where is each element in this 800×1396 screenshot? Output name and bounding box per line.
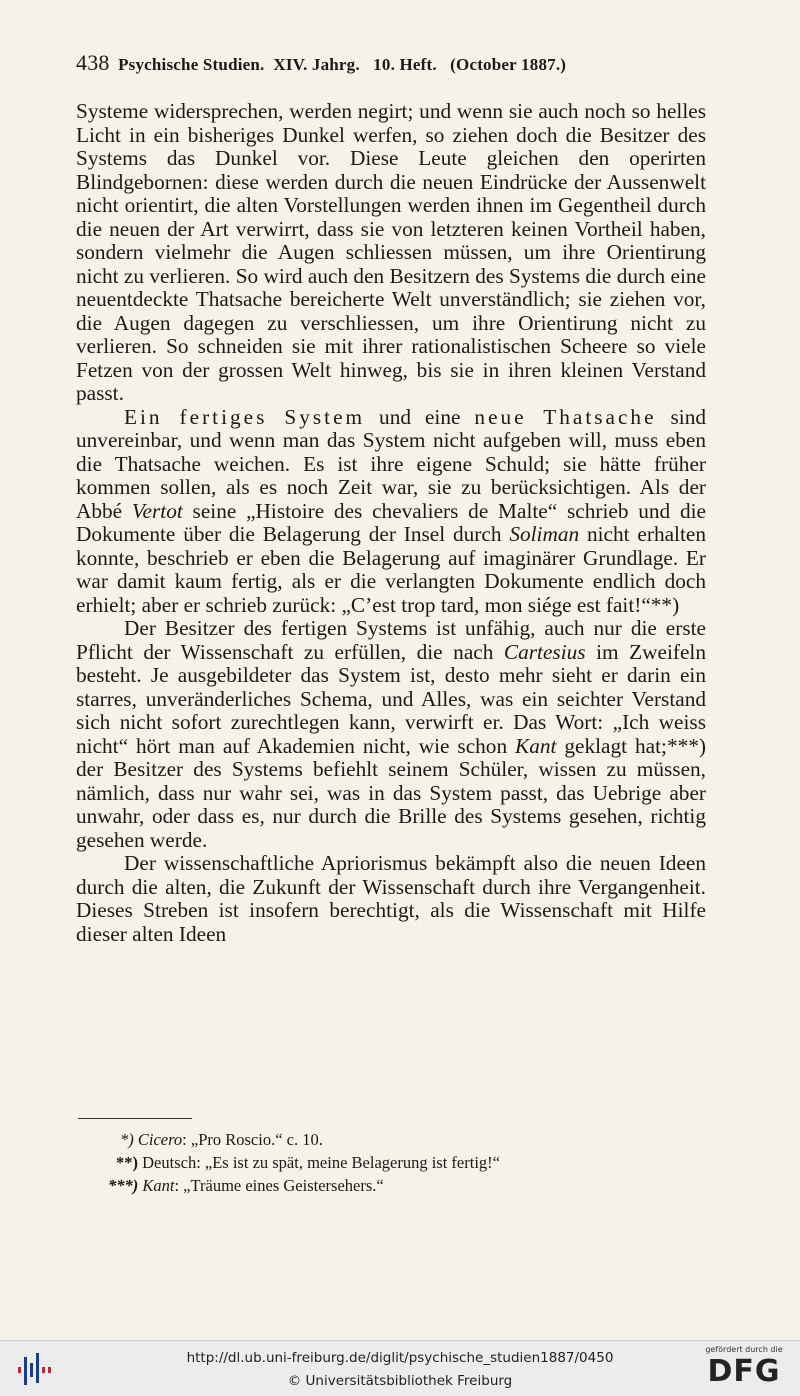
footnote-2 (96, 1151, 716, 1174)
footnote-author: Kant (142, 1176, 175, 1195)
spaced-emphasis: neue Thatsache (474, 404, 657, 429)
page-number: 438 (76, 50, 110, 75)
sponsor-text: gefördert durch die (705, 1345, 783, 1354)
dfg-logo[interactable] (698, 1345, 790, 1393)
text-run: sind unvereinbar, und wenn man das System nicht aufgeben will, muss eben die Thatsache weichen. Es ist ihre eigene Schuld; sie hätte früher kommen sollen, als es noch Zeit war, sie zu berücksichtigen. Als der Abbé (76, 404, 707, 523)
text-run: geklagt hat;***) der Besitzer des Systems befiehlt seinem Schüler, wissen zu müssen, nämlich, dass nur wahr sei, was in das System passt, das Uebrige aber unwahr, oder dass es, nur durch die Brille des Systems gesehen, richtig gesehen werde. (76, 733, 706, 852)
paragraph (76, 100, 706, 406)
paragraph (76, 852, 706, 946)
text-run: und eine (365, 404, 475, 429)
footnote-rule (78, 1118, 192, 1119)
paragraph (76, 406, 706, 618)
running-title: Psychische Studien. XIV. Jahrg. 10. Heft. (October 1887.) (118, 55, 567, 74)
footnote-mark: ***) (108, 1176, 139, 1195)
footnotes (96, 1128, 716, 1197)
running-header (76, 50, 706, 76)
footnote-text: : „Träume eines Geistersehers.“ (174, 1176, 384, 1195)
copyright-notice: © Universitätsbibliothek Freiburg (287, 1373, 513, 1389)
footnote-3 (96, 1174, 716, 1197)
footnote-author: Cicero (137, 1130, 183, 1149)
body-text (76, 100, 706, 946)
italic-name: Kant (515, 733, 557, 758)
text-run: Der Besitzer des fertigen Systems ist unfähig, auch nur die erste Pflicht der Wissenschaft zu erfüllen, die nach (76, 616, 706, 664)
footnote-text: : „Pro Roscio.“ c. 10. (182, 1130, 323, 1149)
italic-name: Cartesius (503, 639, 586, 664)
dfg-wordmark: DFG (707, 1354, 781, 1389)
footnote-1 (96, 1128, 716, 1151)
italic-name: Soliman (509, 522, 580, 546)
footnote-text: Deutsch: „Es ist zu spät, meine Belagerung ist fertig!“ (142, 1153, 500, 1172)
italic-name: Vertot (131, 498, 183, 523)
text-run: Systeme widersprechen, werden negirt; und wenn sie auch noch so helles Licht in ein bisheriges Dunkel werfen, so ziehen doch die Besitzer des Systems das Dunkel vor. Diese Leute gleichen den operirten Blindgebornen: diese werden durch die neuen Eindrücke der Aussenwelt nicht orientirt, die alten Vorstellungen werden ihnen im Gegentheil durch die neuen der Art verwirrt, dass sie von letzteren keinen Vortheil haben, sondern vielmehr die Augen schliessen müssen, um ihre Orientirung nicht zu verlieren. So wird auch den Besitzern des Systems die durch eine neuentdeckte Thatsache bereicherte Welt unverständlich; sie ziehen vor, die Augen dagegen zu verschliessen, um ihre Orientirung nicht zu verlieren. So schneiden sie mit ihrer rationalistischen Scheere so viele Fetzen von der grossen Welt hinweg, bis sie in ihren kleinen Verstand passt. (76, 99, 706, 405)
spaced-emphasis: Ein fertiges System (124, 404, 366, 429)
text-run: Der wissenschaftliche Apriorismus bekämpft also die neuen Ideen durch die alten, die Zukunft der Wissenschaft durch ihre Vergangenheit. Dieses Streben ist insofern berechtigt, als die Wissenschaft mit Hilfe dieser alten Ideen (76, 851, 706, 946)
footnote-mark: *) (120, 1130, 134, 1149)
document-url[interactable]: http://dl.ub.uni-freiburg.de/diglit/psychische_studien1887/0450 (186, 1350, 614, 1366)
text-run: seine „Histoire des chevaliers de Malte“ schrieb und die Dokumente über die Belagerung der Insel durch (76, 498, 706, 546)
viewer-footer (0, 1340, 800, 1396)
footnote-mark: **) (116, 1153, 138, 1172)
paragraph (76, 617, 706, 852)
text-run: im Zweifeln besteht. Je ausgebildeter das System ist, desto mehr sieht er darin ein starres, unveränderliches Schema, und Alles, was ein seichter Verstand sich nicht sofort zurechtlegen kann, verwirft er. Das Wort: „Ich weiss nicht“ hört man auf Akademien nicht, wie schon (76, 639, 706, 758)
text-run: nicht erhalten konnte, beschrieb er eben die Belagerung auf imaginärer Grundlage. Er war damit kaum fertig, als er die verlangten Dokumente endlich doch erhielt; aber er schrieb zurück: „C’est trop tard, mon siége est fait!“**) (76, 522, 706, 617)
